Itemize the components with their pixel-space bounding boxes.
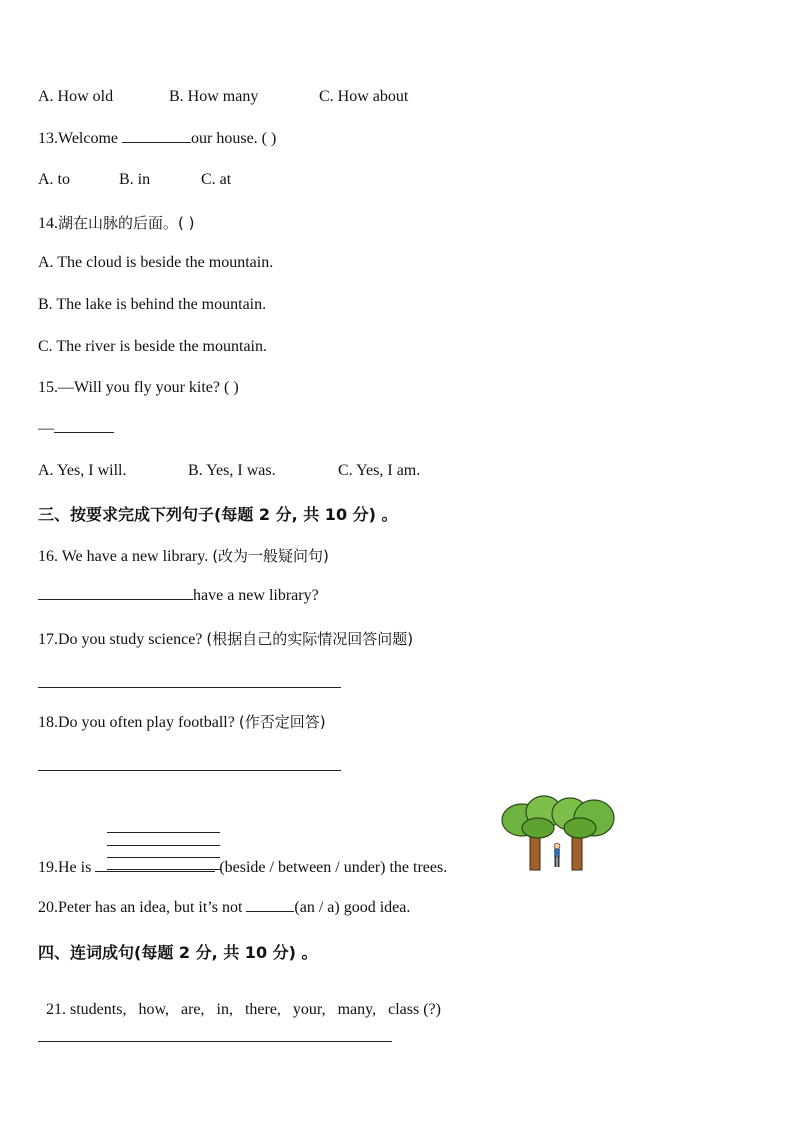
q15-blank[interactable]	[54, 431, 114, 433]
q13-options	[38, 171, 231, 189]
question-16	[38, 545, 329, 566]
q14-option-b: B. The lake is behind the mountain.	[38, 296, 267, 313]
q20-text-after: (an / a) good idea.	[294, 899, 411, 916]
q18-text: Do you often play football?	[58, 714, 239, 731]
q12-option-b: B. How many	[169, 88, 259, 105]
q21-text: students, how, are, in, there, your, many, class (?)	[66, 1001, 441, 1018]
q12-options	[38, 88, 408, 106]
q14-option-c: C. The river is beside the mountain.	[38, 338, 267, 355]
q18-answer-line[interactable]	[38, 770, 341, 771]
section-3-heading: 三、按要求完成下列句子(每题 2 分, 共 10 分) 。	[38, 505, 398, 524]
q20-text-before: Peter has an idea, but it’s not	[58, 899, 247, 916]
question-13	[38, 130, 276, 148]
q17-answer-line[interactable]	[38, 687, 341, 688]
q13-text-after: our house. ( )	[191, 130, 277, 147]
question-14	[38, 212, 194, 233]
question-20	[38, 899, 410, 917]
boy-figure	[554, 843, 560, 867]
question-19	[38, 859, 447, 877]
q16-note: (改为一般疑问句)	[212, 547, 329, 565]
q13-option-b: B. in	[119, 171, 151, 188]
trees-illustration	[500, 794, 616, 872]
q17-number: 17.	[38, 631, 58, 648]
q12-option-c: C. How about	[319, 88, 409, 105]
q12-option-a: A. How old	[38, 88, 114, 105]
q13-blank[interactable]	[122, 141, 191, 143]
question-17	[38, 628, 413, 649]
q13-option-c: C. at	[201, 171, 232, 188]
question-21	[38, 983, 441, 1019]
q15-text: —Will you fly your kite? ( )	[58, 379, 239, 396]
question-15	[38, 379, 239, 397]
q19-line-3[interactable]	[107, 857, 220, 858]
q16-text: We have a new library.	[58, 548, 213, 565]
q13-option-a: A. to	[38, 171, 70, 188]
q17-text: Do you study science?	[58, 631, 207, 648]
q17-note: (根据自己的实际情况回答问题)	[206, 630, 414, 648]
q21-answer-line[interactable]	[38, 1041, 392, 1042]
q18-note: (作否定回答)	[238, 713, 326, 731]
q15-options	[38, 462, 420, 480]
q14-number: 14.	[38, 215, 58, 232]
q19-text-after: (beside / between / under) the trees.	[215, 859, 448, 876]
q14-option-a: A. The cloud is beside the mountain.	[38, 254, 274, 271]
tree-right	[552, 798, 614, 870]
q13-number: 13.	[38, 130, 58, 147]
q15-answer-dash: —	[38, 420, 54, 437]
q20-blank[interactable]	[246, 910, 294, 912]
question-18	[38, 711, 326, 732]
q19-number: 19.	[38, 859, 58, 876]
q14-text: 湖在山脉的后面。( )	[58, 214, 195, 232]
q16-answer-tail: have a new library?	[193, 587, 319, 604]
q15-answer-line	[38, 420, 114, 438]
q19-text-before: He is	[58, 859, 96, 876]
section-4-heading: 四、连词成句(每题 2 分, 共 10 分) 。	[38, 943, 318, 962]
q19-line-1[interactable]	[107, 832, 220, 833]
q13-text-before: Welcome	[58, 130, 123, 147]
q15-option-b: B. Yes, I was.	[188, 462, 276, 479]
q16-number: 16.	[38, 548, 58, 565]
q19-blank[interactable]	[95, 870, 215, 872]
q15-option-a: A. Yes, I will.	[38, 462, 127, 479]
q19-line-2[interactable]	[107, 845, 220, 846]
q15-number: 15.	[38, 379, 58, 396]
tree-left	[502, 796, 562, 870]
q15-option-c: C. Yes, I am.	[338, 462, 421, 479]
q21-number: 21.	[46, 1001, 66, 1018]
q20-number: 20.	[38, 899, 58, 916]
q18-number: 18.	[38, 714, 58, 731]
q16-blank[interactable]	[38, 598, 193, 600]
q16-answer-line	[38, 587, 319, 605]
